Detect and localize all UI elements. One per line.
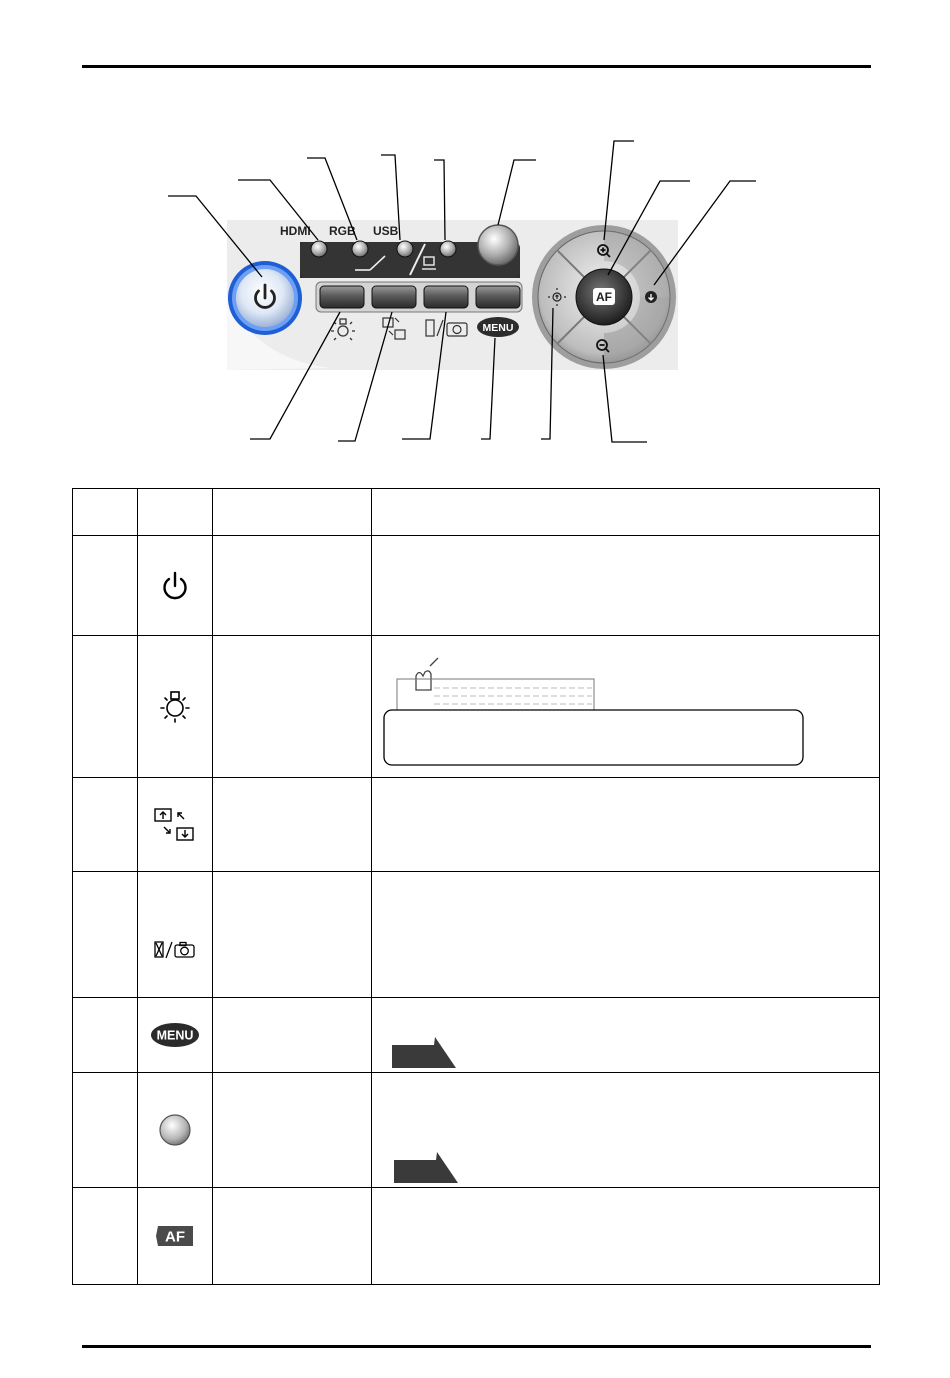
usb-label: USB bbox=[373, 224, 399, 238]
power-button[interactable] bbox=[228, 261, 302, 335]
table-header-row bbox=[73, 489, 880, 536]
hdmi-label: HDMI bbox=[280, 224, 311, 238]
row-name-cell bbox=[213, 872, 372, 998]
row-number-cell bbox=[73, 872, 138, 998]
row-number-cell bbox=[73, 1073, 138, 1188]
menu-icon-label: MENU bbox=[156, 1028, 194, 1043]
menu-button[interactable] bbox=[476, 286, 520, 308]
footer-rule bbox=[82, 1345, 871, 1348]
row-number-cell bbox=[73, 636, 138, 778]
controls-table bbox=[72, 488, 880, 1285]
lamp-icon bbox=[155, 687, 195, 727]
rgb-button[interactable] bbox=[352, 241, 368, 257]
usb-button[interactable] bbox=[397, 241, 413, 257]
table-row bbox=[73, 1073, 880, 1188]
row-icon-cell bbox=[138, 536, 213, 636]
row-number-cell bbox=[73, 998, 138, 1073]
see-reference-arrow-icon bbox=[372, 1139, 880, 1187]
round-button-icon bbox=[155, 1110, 195, 1150]
af-button[interactable] bbox=[576, 269, 632, 325]
header-cell-function bbox=[372, 489, 880, 536]
table-row bbox=[73, 778, 880, 872]
pc-button[interactable] bbox=[440, 241, 456, 257]
row-icon-cell bbox=[138, 778, 213, 872]
header-cell-icon bbox=[138, 489, 213, 536]
row-name-cell bbox=[213, 1188, 372, 1285]
row-icon-cell bbox=[138, 636, 213, 778]
row-icon-cell bbox=[138, 998, 213, 1073]
round-button[interactable] bbox=[478, 225, 518, 265]
row-name-cell bbox=[213, 778, 372, 872]
control-panel-figure bbox=[0, 0, 950, 470]
menu-icon bbox=[149, 1021, 201, 1049]
table-row bbox=[73, 536, 880, 636]
brightness-down-button[interactable] bbox=[645, 291, 657, 303]
row-function-cell bbox=[372, 636, 880, 778]
row-icon-cell bbox=[138, 1073, 213, 1188]
row-icon-cell bbox=[138, 872, 213, 998]
row-function-cell bbox=[372, 1073, 880, 1188]
lamp-button[interactable] bbox=[320, 286, 364, 308]
timer-capture-icon bbox=[153, 940, 197, 960]
table-row bbox=[73, 1188, 880, 1285]
hdmi-button[interactable] bbox=[311, 241, 327, 257]
timer-capture-button[interactable] bbox=[424, 286, 468, 308]
row-function-cell bbox=[372, 998, 880, 1073]
row-name-cell bbox=[213, 536, 372, 636]
header-cell-no bbox=[73, 489, 138, 536]
af-icon bbox=[153, 1223, 197, 1249]
header-cell-name bbox=[213, 489, 372, 536]
row-name-cell bbox=[213, 636, 372, 778]
row-number-cell bbox=[73, 778, 138, 872]
row-function-cell bbox=[372, 536, 880, 636]
row-number-cell bbox=[73, 536, 138, 636]
row-function-cell bbox=[372, 1188, 880, 1285]
row-icon-cell bbox=[138, 1188, 213, 1285]
menu-icon bbox=[477, 317, 519, 337]
table-row bbox=[73, 636, 880, 778]
see-reference-arrow-icon bbox=[372, 1032, 880, 1072]
power-icon bbox=[158, 569, 192, 603]
row-function-cell bbox=[372, 778, 880, 872]
row-number-cell bbox=[73, 1188, 138, 1285]
af-icon-label: AF bbox=[165, 1228, 185, 1246]
table-row bbox=[73, 872, 880, 998]
row-name-cell bbox=[213, 998, 372, 1073]
row-function-cell bbox=[372, 872, 880, 998]
note-box bbox=[372, 636, 880, 777]
rotate-button[interactable] bbox=[372, 286, 416, 308]
table-row bbox=[73, 998, 880, 1073]
image-rotate-icon bbox=[152, 806, 198, 844]
menu-label: MENU bbox=[482, 322, 514, 334]
row-name-cell bbox=[213, 1073, 372, 1188]
pointing-hand-icon bbox=[416, 658, 438, 690]
rgb-label: RGB bbox=[329, 224, 356, 238]
af-label: AF bbox=[596, 290, 612, 304]
